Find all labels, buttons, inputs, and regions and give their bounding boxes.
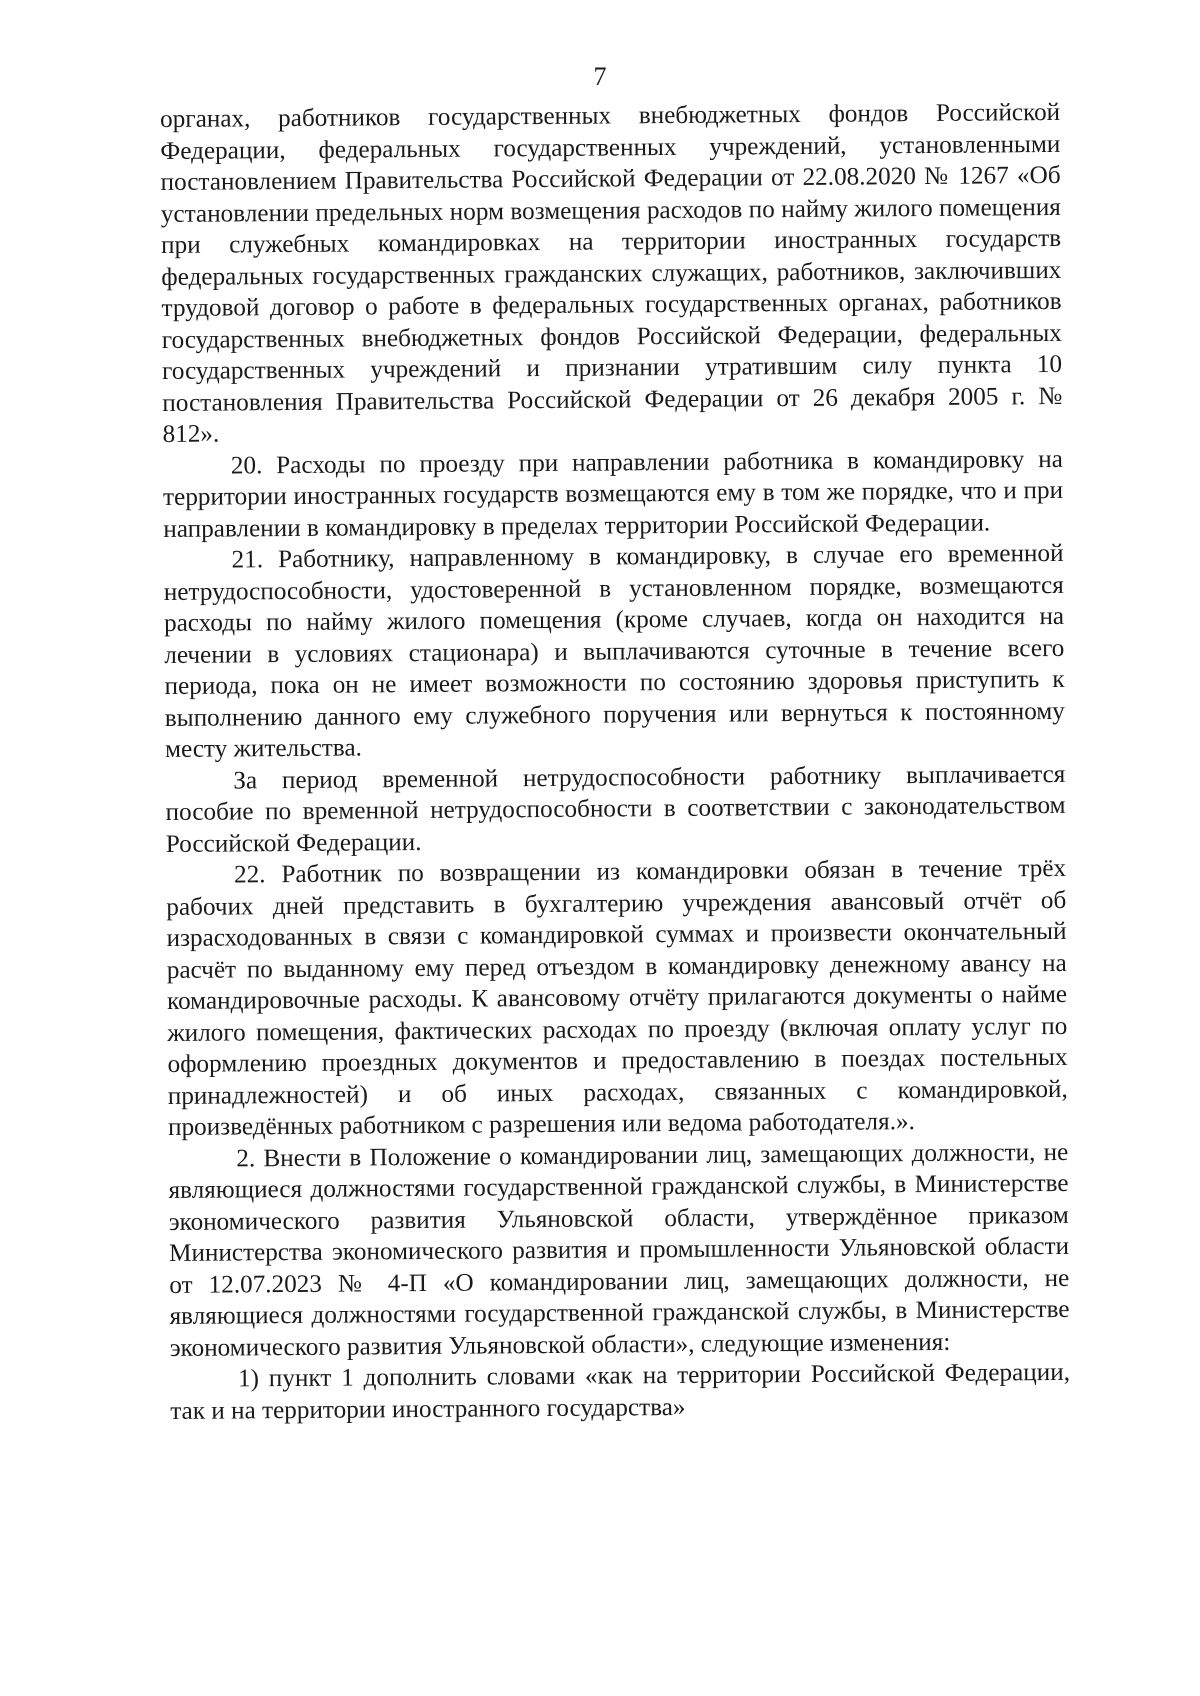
paragraph-item-20: 20. Расходы по проезду при направлении работника в командировку на территории иностранных государств возмещаются ему в том же порядке, что и при направлении в командировку в пределах территории Российской Федерации.	[162, 445, 1064, 543]
paragraph-continuation: органах, работников государственных внебюджетных фондов Российской Федерации, федеральных государственных учреждений, установленными постановлением Правительства Российской Федерации от 22.08.2020 № 1267 «Об установлении предельных норм возмещения расходов по найму жилого помещения при служебных командировках на территории иностранных государств федеральных государственных гражданских служащих, работников, заключивших трудовой договор о работе в федеральных государственных органах, работников государственных внебюджетных фондов Российской Федерации, федеральных государственных учреждений и признании утратившим силу пункта 10 постановления Правительства Российской Федерации от 26 декабря 2005 г. № 812».	[160, 98, 1063, 448]
paragraph-sick-leave-benefit: За период временной нетрудоспособности работнику выплачивается пособие по временной нетрудоспособности в соответствии с законодательством Российской Федерации.	[165, 760, 1066, 858]
paragraph-item-21: 21. Работнику, направленному в командировку, в случае его временной нетрудоспособности, удостоверенной в установленном порядке, возмещаются расходы по найму жилого помещения (кроме случаев, когда он находится на лечении в условиях стационара) и выплачиваются суточные в течение всего периода, пока он не имеет возможности по состоянию здоровья приступить к выполнению данного ему служебного поручения или вернуться к постоянному месту жительства.	[163, 539, 1065, 763]
paragraph-item-22: 22. Работник по возвращении из командировки обязан в течение трёх рабочих дней представить в бухгалтерию учреждения авансовый отчёт об израсходованных в связи с командировкой суммах и произвести окончательный расчёт по выданному ему перед отъездом в командировку денежному авансу на командировочные расходы. К авансовому отчёту прилагаются документы о найме жилого помещения, фактических расходах по проезду (включая оплату услуг по оформлению проездных документов и предоставлению в поездах постельных принадлежностей) и об иных расходах, связанных с командировкой, произведённых работником с разрешения или ведома работодателя.».	[166, 854, 1068, 1141]
paragraph-amendment-2: 2. Внести в Положение о командировании лиц, замещающих должности, не являющиеся должностями государственной гражданской службы, в Министерстве экономического развития Ульяновской области, утверждённое приказом Министерства экономического развития и промышленности Ульяновской области от 12.07.2023 № 4-П «О командировании лиц, замещающих должности, не являющиеся должностями государственной гражданской службы, в Министерстве экономического развития Ульяновской области», следующие изменения:	[168, 1138, 1070, 1362]
document-body	[160, 97, 1070, 1427]
paragraph-subitem-1: 1) пункт 1 дополнить словами «как на территории Российской Федерации, так и на территории иностранного государства»	[170, 1358, 1071, 1425]
page-number: 7	[593, 62, 607, 91]
